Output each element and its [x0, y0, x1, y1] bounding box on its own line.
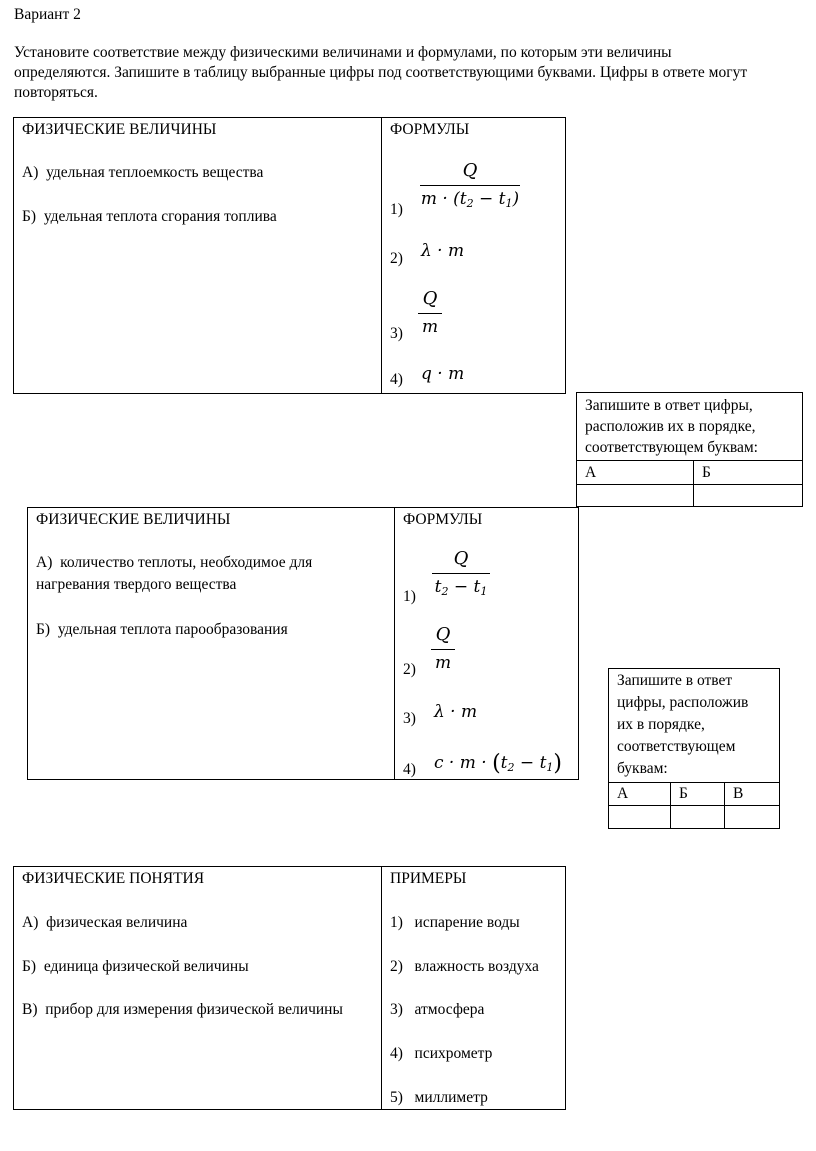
task1-answer-caption-2: расположив их в порядке,	[585, 418, 756, 435]
task2-formula-3: λ · m	[434, 702, 478, 722]
task1-formula-num-2: 2)	[390, 250, 403, 267]
task3-item-b: Б) единица физической величины	[22, 958, 249, 975]
task2-formula-4: $c \cdot m \cdot (t_2 - t_1)$	[434, 751, 562, 776]
task1-answer-caption-1: Запишите в ответ цифры,	[585, 397, 753, 414]
task3-example-1: 1) испарение воды	[390, 914, 520, 931]
task3-example-2: 2) влажность воздуха	[390, 958, 539, 975]
task1-formula-num-4: 4)	[390, 371, 403, 388]
task2-answer-cell-b[interactable]	[671, 806, 723, 828]
task1-answer-letter-b: Б	[702, 464, 711, 481]
task2-formula-num-4: 4)	[403, 761, 416, 778]
task1-left-header: ФИЗИЧЕСКИЕ ВЕЛИЧИНЫ	[22, 121, 217, 138]
task1-formula-3: Q m	[418, 288, 442, 338]
task3-table	[13, 866, 566, 1110]
task1-formula-1: Q $m \cdot (t_2 - t_1)$	[420, 160, 520, 210]
task2-formula-num-3: 3)	[403, 710, 416, 727]
task3-example-5: 5) миллиметр	[390, 1089, 488, 1106]
task2-answer-caption-1: Запишите в ответ	[617, 672, 733, 689]
task1-item-b: Б) удельная теплота сгорания топлива	[22, 208, 277, 225]
task2-answer-cell-a[interactable]	[609, 806, 669, 828]
variant-title: Вариант 2	[14, 6, 81, 23]
task2-answer-caption-5: буквам:	[617, 760, 668, 777]
task2-left-header: ФИЗИЧЕСКИЕ ВЕЛИЧИНЫ	[36, 511, 231, 528]
task2-answer-cell-v[interactable]	[725, 806, 779, 828]
task3-item-a: А) физическая величина	[22, 914, 188, 931]
task2-answer-caption-2: цифры, расположив	[617, 694, 749, 711]
task1-table	[13, 117, 566, 394]
task1-formula-num-1: 1)	[390, 201, 403, 218]
task1-answer-cell-b[interactable]	[694, 485, 802, 506]
task3-left-header: ФИЗИЧЕСКИЕ ПОНЯТИЯ	[22, 870, 205, 887]
task3-example-4: 4) психрометр	[390, 1045, 493, 1062]
task1-formula-4: q · m	[421, 364, 465, 384]
task2-answer-letter-a: А	[617, 785, 629, 802]
task2-item-a-line1: А) количество теплоты, необходимое для	[36, 554, 313, 571]
task1-formula-num-3: 3)	[390, 325, 403, 342]
task2-answer-caption-3: их в порядке,	[617, 716, 705, 733]
task2-right-header: ФОРМУЛЫ	[403, 511, 483, 528]
task2-answer-letter-b: Б	[679, 785, 688, 802]
task3-example-3: 3) атмосфера	[390, 1001, 485, 1018]
task1-item-a: А) удельная теплоемкость вещества	[22, 164, 264, 181]
instruction-line-1: Установите соответствие между физическими величинами и формулами, по которым эти величины	[14, 44, 672, 61]
instruction-line-3: повторяться.	[14, 84, 98, 101]
instruction-line-2: определяются. Запишите в таблицу выбранные цифры под соответствующими буквами. Цифры в ответе могут	[14, 64, 748, 81]
task2-answer-letter-v: В	[733, 785, 744, 802]
task3-right-header: ПРИМЕРЫ	[390, 870, 467, 887]
task2-answer-caption-4: соответствующем	[617, 738, 736, 755]
task2-formula-num-2: 2)	[403, 661, 416, 678]
task2-item-a-line2: нагревания твердого вещества	[36, 576, 237, 593]
task1-answer-cell-a[interactable]	[577, 485, 692, 506]
task2-formula-2: Q m	[431, 624, 455, 674]
task1-answer-caption-3: соответствующем буквам:	[585, 439, 758, 456]
task2-formula-1: Q $t_2 - t_1$	[432, 548, 490, 598]
task1-answer-letter-a: А	[585, 464, 597, 481]
task2-item-b: Б) удельная теплота парообразования	[36, 621, 288, 638]
task1-formula-2: λ · m	[421, 241, 465, 261]
task1-right-header: ФОРМУЛЫ	[390, 121, 470, 138]
task2-table	[27, 507, 579, 780]
task2-formula-num-1: 1)	[403, 588, 416, 605]
task3-item-v: В) прибор для измерения физической величины	[22, 1001, 343, 1018]
